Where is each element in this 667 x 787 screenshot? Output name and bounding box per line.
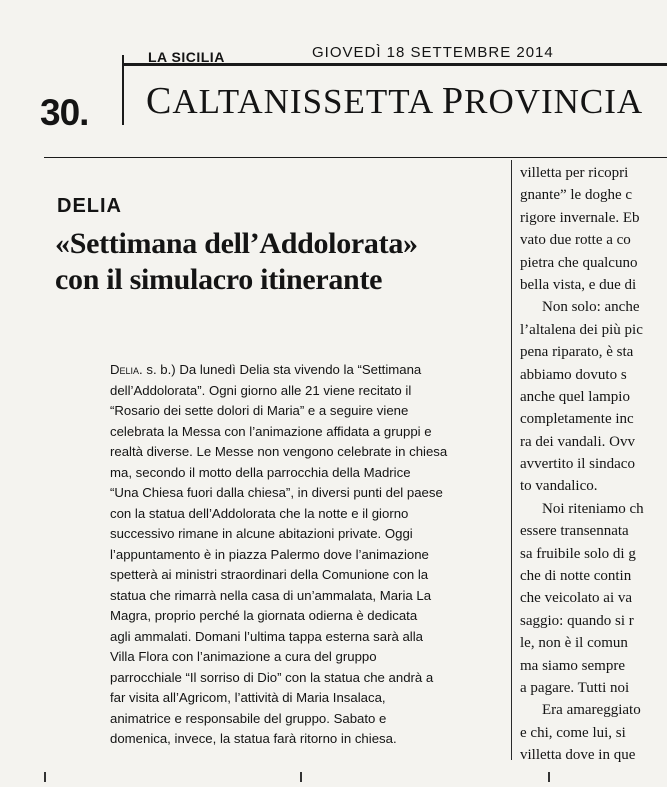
article-byline: Delia. bbox=[110, 362, 143, 377]
body-line: domenica, invece, la statua farà ritorno in chiesa. bbox=[110, 731, 397, 746]
body-line: statua che rimarrà nella casa di un’ammalata, Maria La bbox=[110, 587, 432, 603]
body-line: Magra, proprio perché la giornata odierna è dedicata bbox=[110, 608, 418, 623]
right-column-line: a pagare. Tutti noi bbox=[520, 679, 630, 696]
right-column-line: abbiamo dovuto s bbox=[520, 366, 627, 383]
section-word-2: ROVINCIA bbox=[464, 82, 644, 121]
right-column-line: Non solo: anche bbox=[542, 299, 640, 316]
right-column-line: villetta per ricopri bbox=[520, 165, 629, 181]
right-column-line: anche quel lampio bbox=[520, 388, 630, 405]
header-bottom-rule bbox=[44, 157, 667, 158]
headline-line: «Settimana dell’Addolorata» bbox=[55, 227, 418, 260]
adjacent-article-column bbox=[520, 162, 667, 767]
right-column-line: avvertito il sindaco bbox=[520, 456, 635, 473]
right-column-line: vato due rotte a co bbox=[520, 232, 631, 249]
right-column-line: sa fruibile solo di g bbox=[520, 545, 636, 562]
right-column-line: Era amareggiato bbox=[542, 702, 641, 719]
right-column-line: to vandalico. bbox=[520, 478, 598, 495]
body-line: “Rosario dei sette dolori di Maria” e a seguire viene bbox=[110, 403, 409, 418]
right-column-line: ma siamo sempre bbox=[520, 657, 625, 674]
body-line: realtà diverse. Le Messe non vengono celebrate in chiesa bbox=[110, 444, 448, 459]
right-column-line: Noi riteniamo ch bbox=[542, 500, 644, 517]
right-column-line: le, non è il comun bbox=[520, 635, 628, 652]
body-line: con la statua dell’Addolorata che la notte e il giorno bbox=[110, 505, 409, 521]
right-column-line: villetta dove in que bbox=[520, 747, 636, 764]
scan-mark bbox=[44, 772, 46, 782]
right-column-line: bella vista, e due di bbox=[520, 276, 637, 293]
scan-mark bbox=[548, 772, 550, 782]
right-column-line: pena riparato, è sta bbox=[520, 344, 634, 361]
section-title bbox=[146, 79, 643, 123]
section-initial-p: P bbox=[441, 80, 465, 122]
section-initial-c: C bbox=[146, 80, 173, 122]
right-column-line: gnante” le doghe c bbox=[520, 187, 633, 204]
body-line: ma, secondo il motto della parrocchia della Madrice bbox=[110, 464, 411, 480]
right-column-line: saggio: quando si r bbox=[520, 612, 634, 629]
body-line: l’appuntamento è in piazza Palermo dove l’animazione bbox=[110, 546, 429, 562]
body-line: s. b.) Da lunedì Delia sta vivendo la “Settimana bbox=[142, 362, 422, 377]
body-line: parrocchiale “Il sorriso di Dio” con la statua che andrà a bbox=[110, 669, 434, 685]
issue-date: GIOVEDÌ 18 SETTEMBRE 2014 bbox=[312, 44, 554, 61]
body-line: successivo rimane in alcune abitazioni private. Oggi bbox=[110, 526, 413, 541]
page-number: 30. bbox=[40, 92, 89, 133]
body-line: dell’Addolorata”. Ogni giorno alle 21 viene recitato il bbox=[110, 382, 412, 398]
body-line: “Una Chiesa fuori dalla chiesa”, in diversi punti del paese bbox=[110, 485, 443, 500]
body-line: spetterà ai ministri straordinari della Comunione con la bbox=[110, 567, 429, 582]
right-column-line: rigore invernale. Eb bbox=[520, 209, 640, 226]
right-column-line: l’altalena dei più pic bbox=[520, 321, 643, 338]
section-word-1: ALTANISSETTA bbox=[172, 82, 442, 121]
article-body bbox=[110, 360, 502, 750]
right-column-line: pietra che qualcuno bbox=[520, 254, 638, 271]
right-column-line: completamente inc bbox=[520, 411, 634, 428]
right-column-line: che di notte contin bbox=[520, 568, 632, 585]
right-column-line: che veicolato ai va bbox=[520, 590, 633, 607]
right-column-line: essere transennata bbox=[520, 523, 629, 540]
body-line: Villa Flora con l’animazione a cura del gruppo bbox=[110, 649, 377, 664]
body-line: animatrice e responsabile del gruppo. Sabato e bbox=[110, 710, 387, 726]
scan-mark bbox=[300, 772, 302, 782]
body-line: agli ammalati. Domani l’ultima tappa esterna sarà alla bbox=[110, 628, 423, 644]
article-headline bbox=[55, 226, 515, 298]
right-column-line: e chi, come lui, si bbox=[520, 724, 626, 741]
masthead: LA SICILIA bbox=[148, 49, 225, 65]
right-column-line: ra dei vandali. Ovv bbox=[520, 433, 635, 450]
body-line: celebrata la Messa con l’animazione affidata a gruppi e bbox=[110, 423, 432, 439]
body-line: far visita all’Agricom, l’attività di Maria Insalaca, bbox=[110, 690, 386, 705]
headline-line: con il simulacro itinerante bbox=[55, 263, 383, 296]
article-kicker: DELIA bbox=[57, 195, 122, 217]
